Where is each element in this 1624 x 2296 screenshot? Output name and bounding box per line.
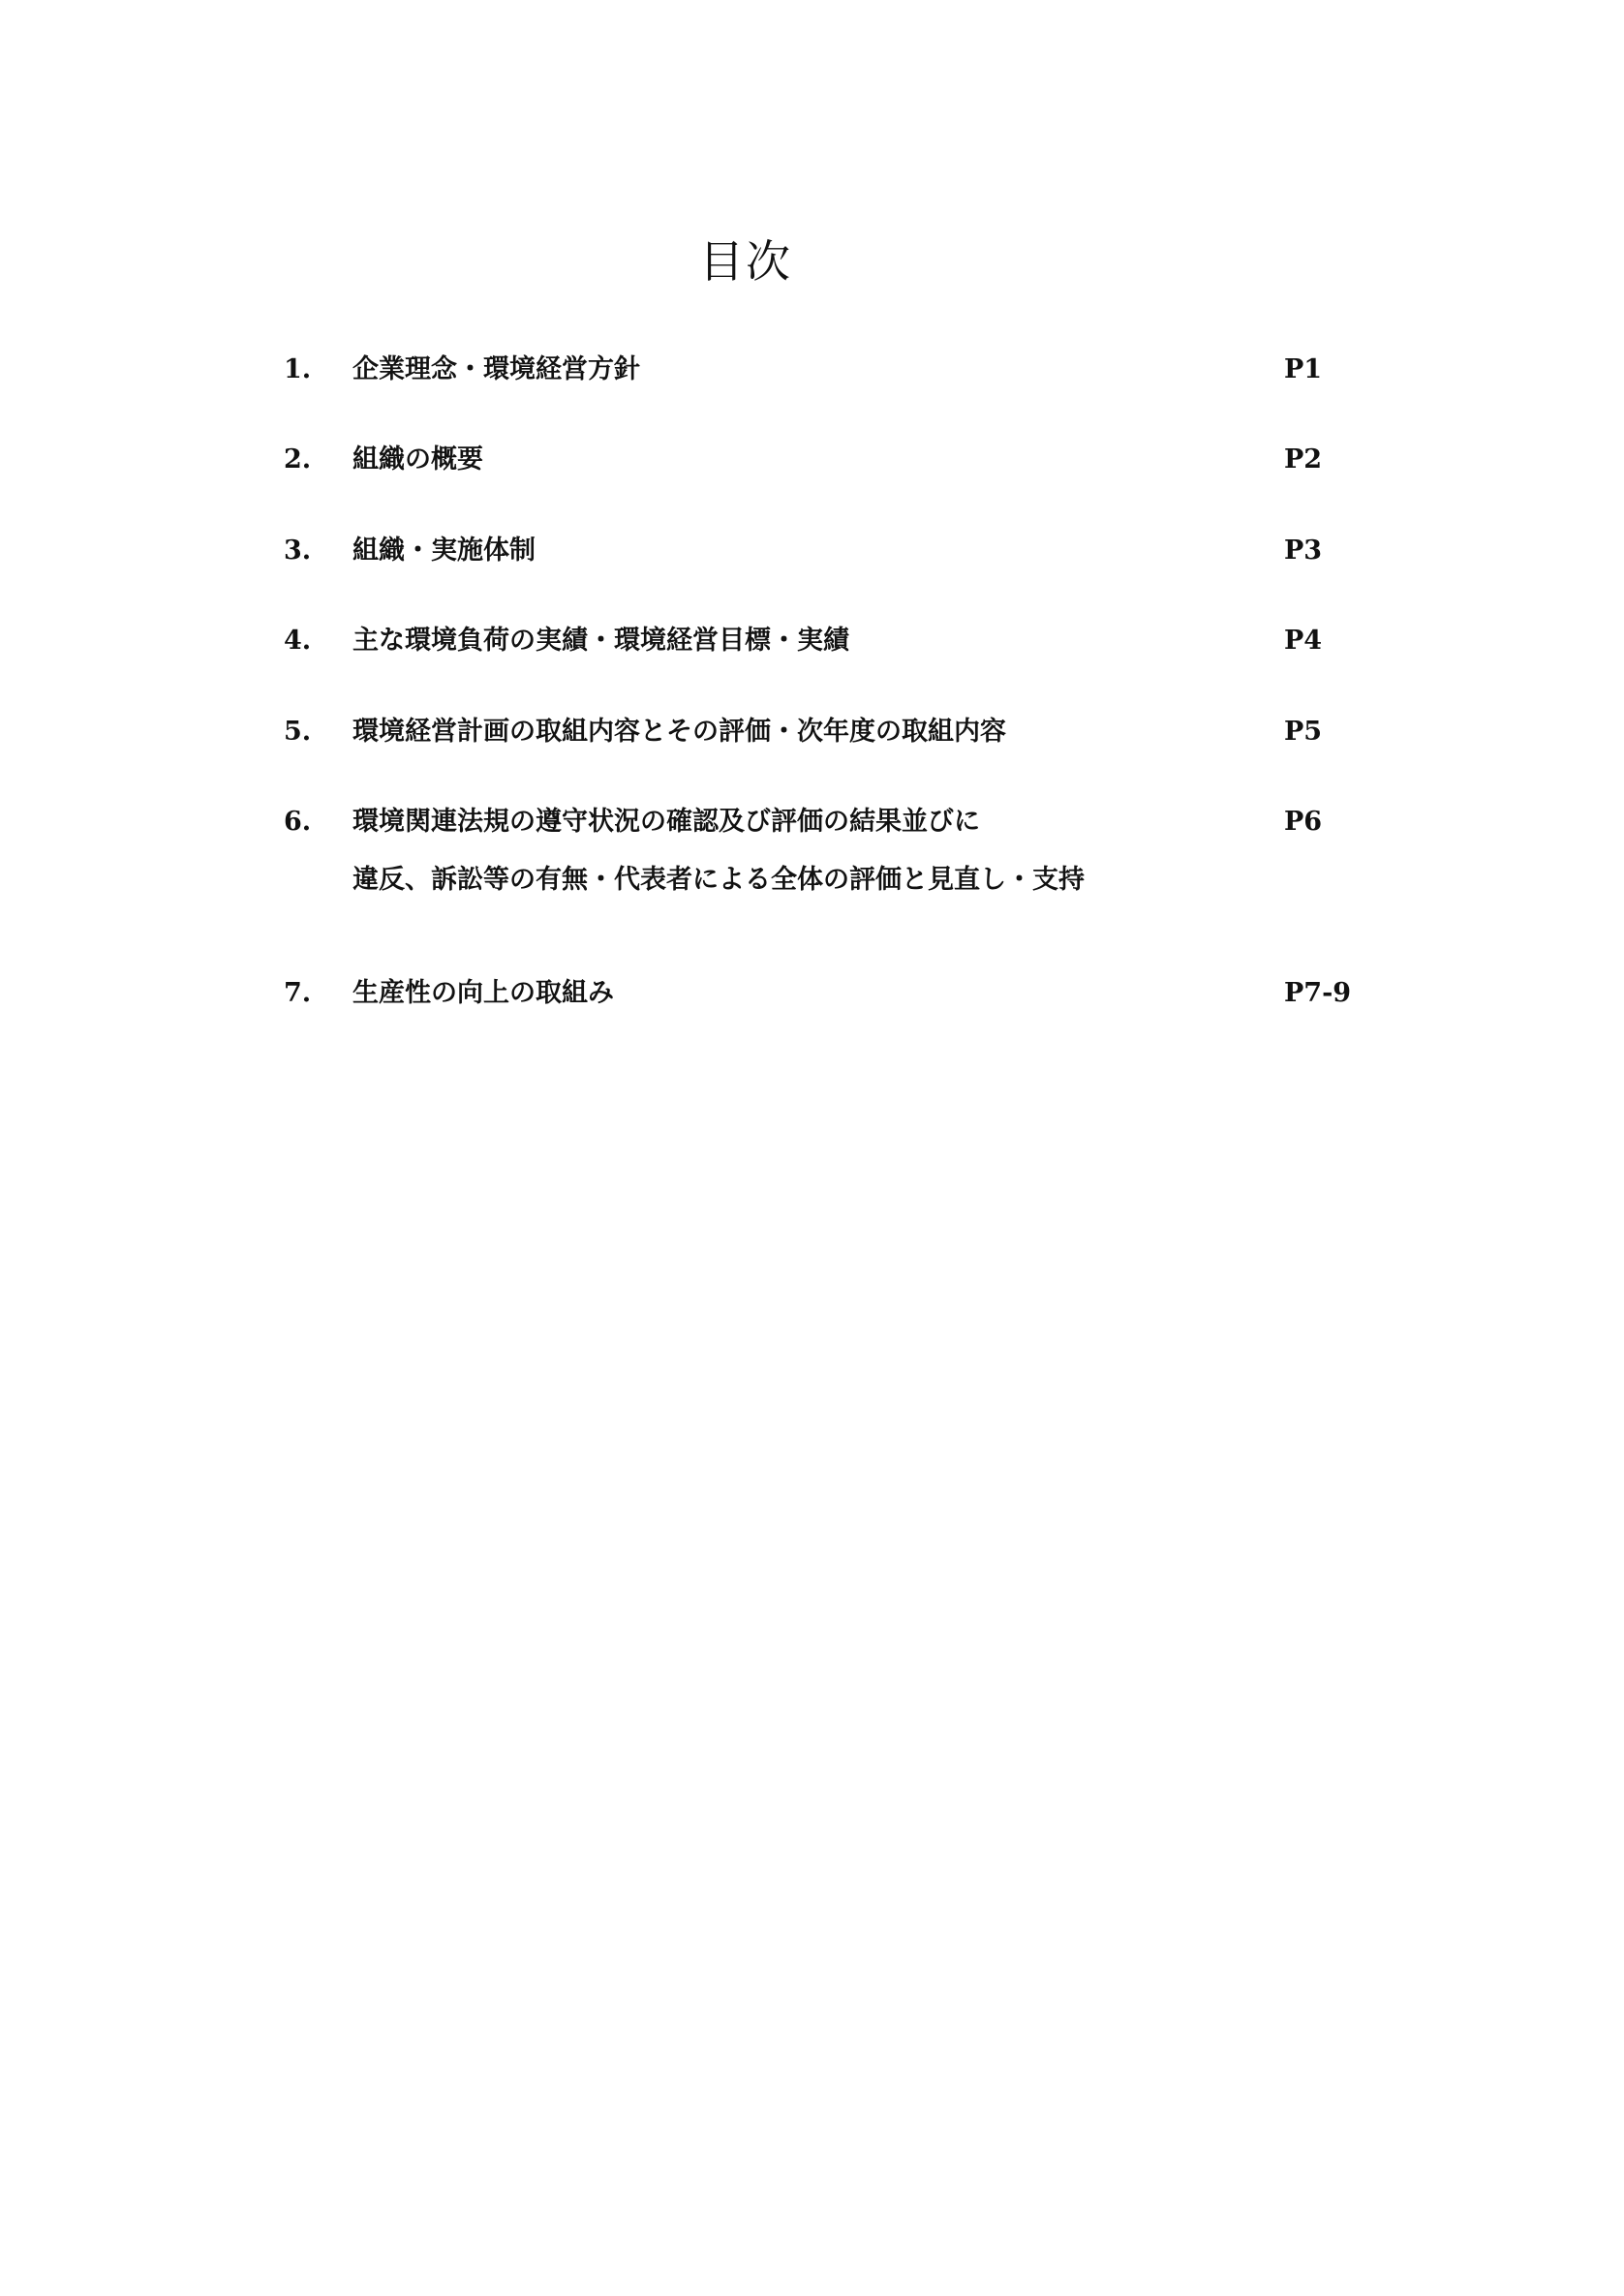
toc-entry-number: 5. <box>284 717 312 747</box>
toc-entry-page: P5 <box>1284 717 1323 747</box>
toc-entry-number: 6. <box>284 807 312 837</box>
toc-entry-title: 生産性の向上の取組み <box>352 978 614 1008</box>
toc-entry <box>0 532 1624 570</box>
toc-entry-number: 7. <box>284 978 312 1008</box>
toc-entry <box>0 803 1624 895</box>
toc-entry-title: 組織の概要 <box>352 444 483 475</box>
toc-entry <box>0 713 1624 751</box>
toc-entry <box>0 441 1624 479</box>
toc-entry-title: 企業理念・環境経営方針 <box>352 354 640 384</box>
toc-entry-page: P6 <box>1284 807 1323 837</box>
toc-entry-page: P1 <box>1284 354 1323 384</box>
toc-entry-title-continued: 違反、訴訟等の有無・代表者による全体の評価と見直し・支持 <box>352 865 1085 895</box>
toc-entry-title: 組織・実施体制 <box>352 536 536 566</box>
toc-entry-number: 1. <box>284 354 312 384</box>
toc-entry-number: 4. <box>284 626 312 656</box>
page-title: 目次 <box>699 235 792 288</box>
toc-entry-page: P2 <box>1284 444 1323 475</box>
toc-entry <box>0 974 1624 1013</box>
toc-entry-title: 環境関連法規の遵守状況の確認及び評価の結果並びに <box>352 807 980 837</box>
toc-entry <box>0 351 1624 389</box>
toc-entry-title: 環境経営計画の取組内容とその評価・次年度の取組内容 <box>352 717 1006 747</box>
toc-entry-page: P7-9 <box>1284 978 1352 1008</box>
toc-entry-number: 2. <box>284 444 312 475</box>
toc-entry-title: 主な環境負荷の実績・環境経営目標・実績 <box>352 626 849 656</box>
toc-entry-page: P3 <box>1284 536 1323 566</box>
toc-entry <box>0 622 1624 660</box>
toc-entry-page: P4 <box>1284 626 1323 656</box>
toc-entry-number: 3. <box>284 536 312 566</box>
